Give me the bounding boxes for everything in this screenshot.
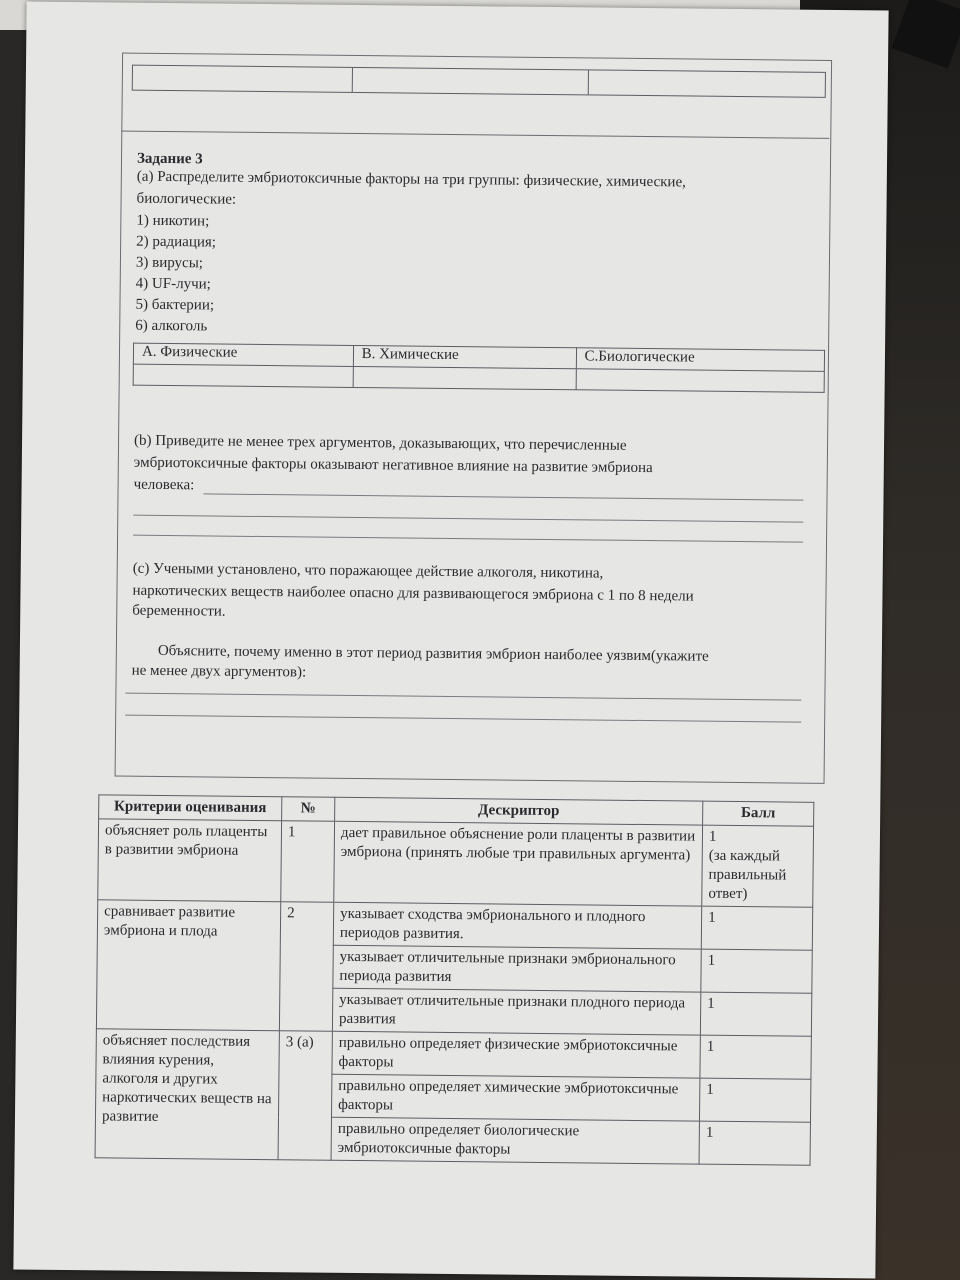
criterion-cell: объясняет роль плаценты в развитии эмбриона	[98, 819, 282, 902]
number-cell: 2	[279, 902, 333, 1032]
groups-table	[133, 343, 825, 393]
part-b-prompt-cont: эмбриотоксичные факторы оказывают негативное влияние на развитие эмбриона	[133, 454, 653, 477]
header-number: №	[282, 797, 335, 822]
header-criteria: Критерии оценивания	[99, 795, 282, 821]
group-biological: С.Биологические	[576, 348, 825, 372]
factor-item: 1) никотин;	[136, 212, 210, 230]
score-cell: 1	[700, 1035, 811, 1079]
descriptor-cell: правильно определяет химические эмбриотоксичные факторы	[331, 1074, 699, 1121]
part-a-prompt-cont: биологические:	[136, 190, 237, 208]
score-cell: 1	[700, 992, 811, 1036]
table-row	[96, 1029, 811, 1079]
explain-prompt: Объясните, почему именно в этот период развития эмбрион наиболее уязвим(укажите	[157, 642, 709, 665]
descriptor-cell: указывает отличительные признаки эмбрионального периода развития	[333, 945, 701, 992]
task-title: Задание 3	[136, 150, 203, 168]
score-cell: 1	[701, 949, 812, 993]
descriptor-cell: указывает сходства эмбрионального и плодного периодов развития.	[333, 902, 701, 949]
number-cell: 1	[281, 821, 335, 903]
descriptor-cell: дает правильное объяснение роли плаценты в развитии эмбриона (принять любые три правильных аргумента)	[334, 821, 703, 906]
criterion-cell: сравнивает развитие эмбриона и плода	[96, 900, 280, 1031]
descriptor-cell: правильно определяет физические эмбриотоксичные факторы	[332, 1031, 700, 1078]
factor-item: 2) радиация;	[136, 233, 217, 251]
factor-item: 5) бактерии;	[135, 296, 215, 314]
score-cell: 1	[701, 906, 812, 950]
part-c-prompt: (c) Учеными установлено, что поражающее действие алкоголя, никотина,	[132, 560, 604, 582]
header-score: Балл	[703, 801, 814, 826]
descriptor-cell: правильно определяет биологические эмбриотоксичные факторы	[331, 1117, 699, 1164]
part-c-prompt-cont: наркотических веществ наиболее опасно для развивающегося эмбриона с 1 по 8 недели	[132, 582, 694, 605]
worksheet-page	[13, 2, 888, 1279]
criteria-table	[95, 794, 815, 1165]
criterion-cell: объясняет последствия влияния курения, алкоголя и других наркотических веществ на развитие	[95, 1029, 279, 1160]
part-b-prompt-end: человека:	[133, 476, 195, 494]
group-chemical: В. Химические	[353, 345, 576, 368]
score-cell: 1 (за каждый правильный ответ)	[702, 825, 814, 907]
factor-item: 6) алкоголь	[135, 317, 208, 335]
factor-item: 4) UF-лучи;	[135, 275, 211, 293]
part-b-prompt: (b) Приведите не менее трех аргументов, доказывающих, что перечисленные	[133, 432, 627, 454]
answer-cell[interactable]	[353, 366, 576, 389]
score-cell: 1	[699, 1121, 810, 1165]
number-cell: 3 (а)	[278, 1031, 332, 1161]
factor-item: 3) вирусы;	[135, 254, 204, 272]
part-a-prompt: (а) Распределите эмбриотоксичные факторы на три группы: физические, химические,	[136, 168, 686, 191]
score-cell: 1	[699, 1078, 810, 1122]
explain-prompt-cont: не менее двух аргументов):	[131, 662, 307, 681]
group-physical: А. Физические	[133, 343, 353, 366]
part-c-prompt-end: беременности.	[132, 602, 226, 620]
table-row	[98, 819, 814, 907]
header-descriptor: Дескриптор	[335, 797, 703, 825]
answer-cell[interactable]	[133, 364, 353, 387]
descriptor-cell: указывает отличительные признаки плодного периода развития	[332, 988, 700, 1035]
table-row	[97, 900, 812, 950]
answer-cell[interactable]	[576, 369, 825, 393]
